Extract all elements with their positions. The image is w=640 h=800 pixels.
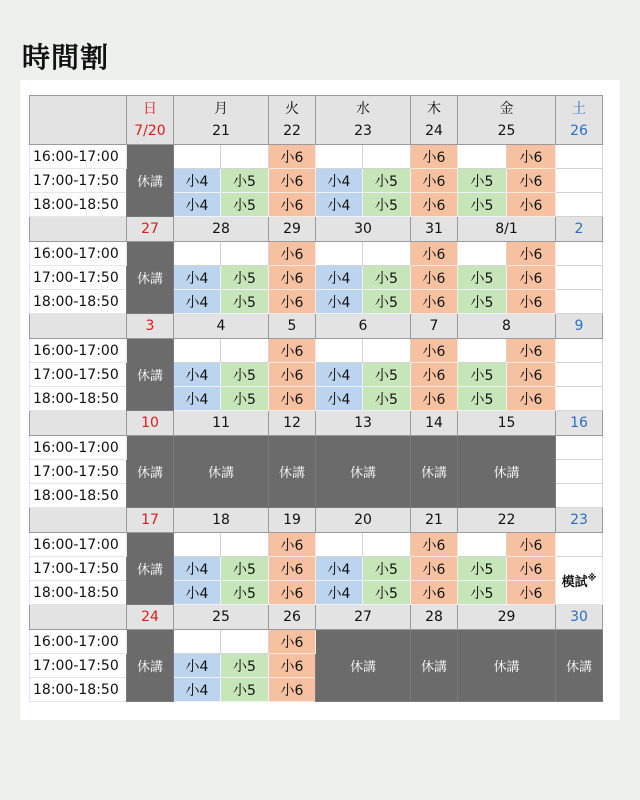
exam-note — [556, 557, 603, 605]
date-label: 5 — [287, 318, 297, 334]
class-grade4: 小4 — [174, 169, 221, 193]
class-grade6: 小6 — [507, 145, 556, 169]
class-grade5: 小5 — [363, 290, 411, 314]
class-grade4: 小4 — [174, 363, 221, 387]
page-title: 時間割 — [22, 41, 110, 74]
closed-cell: 休講 — [458, 436, 556, 508]
class-grade6: 小6 — [269, 266, 316, 290]
closed-cell: 休講 — [127, 533, 174, 605]
empty-cell — [458, 533, 507, 557]
class-grade5: 小5 — [363, 363, 411, 387]
date-label: 28 — [425, 609, 443, 625]
date-label: 7/20 — [134, 123, 166, 139]
time-label: 17:00-17:50 — [30, 557, 127, 581]
time-label: 17:00-17:50 — [30, 654, 127, 678]
date-header — [458, 508, 556, 533]
date-label: 13 — [354, 415, 372, 431]
class-grade5: 小5 — [221, 387, 269, 411]
date-label: 24 — [425, 123, 443, 139]
empty-cell — [174, 339, 221, 363]
empty-cell — [363, 145, 411, 169]
date-header — [411, 411, 458, 436]
time-label: 18:00-18:50 — [30, 484, 127, 508]
date-label: 18 — [212, 512, 230, 528]
date-header — [269, 96, 316, 145]
closed-cell: 休講 — [269, 436, 316, 508]
date-label: 29 — [283, 221, 301, 237]
time-label: 16:00-17:00 — [30, 533, 127, 557]
class-grade5: 小5 — [458, 387, 507, 411]
closed-cell: 休講 — [127, 242, 174, 314]
class-grade5: 小5 — [221, 363, 269, 387]
class-grade6: 小6 — [269, 145, 316, 169]
time-label: 18:00-18:50 — [30, 678, 127, 702]
empty-cell — [174, 242, 221, 266]
class-grade4: 小4 — [174, 387, 221, 411]
date-label: 24 — [141, 609, 159, 625]
class-grade5: 小5 — [363, 193, 411, 217]
date-label: 20 — [354, 512, 372, 528]
date-header — [556, 411, 603, 436]
closed-cell: 休講 — [127, 145, 174, 217]
date-header — [127, 411, 174, 436]
header-corner — [30, 508, 127, 533]
date-label: 9 — [574, 318, 584, 334]
date-header — [316, 314, 411, 339]
time-label: 18:00-18:50 — [30, 581, 127, 605]
header-corner — [30, 96, 127, 145]
date-label: 22 — [497, 512, 516, 528]
class-grade6: 小6 — [269, 193, 316, 217]
weekday-label: 土 — [572, 101, 586, 117]
date-header — [316, 605, 411, 630]
date-label: 22 — [283, 123, 301, 139]
empty-cell — [556, 169, 603, 193]
time-label: 17:00-17:50 — [30, 266, 127, 290]
date-header — [174, 508, 269, 533]
closed-cell: 休講 — [411, 630, 458, 702]
class-grade4: 小4 — [174, 678, 221, 702]
date-label: 16 — [570, 415, 588, 431]
class-grade5: 小5 — [458, 363, 507, 387]
date-label: 25 — [212, 609, 230, 625]
date-header — [127, 508, 174, 533]
closed-cell: 休講 — [127, 339, 174, 411]
class-grade5: 小5 — [363, 557, 411, 581]
date-label: 31 — [425, 221, 443, 237]
closed-cell: 休講 — [127, 630, 174, 702]
class-grade6: 小6 — [411, 145, 458, 169]
empty-cell — [363, 533, 411, 557]
class-grade6: 小6 — [507, 193, 556, 217]
class-grade6: 小6 — [269, 678, 316, 702]
class-grade6: 小6 — [269, 387, 316, 411]
date-label: 28 — [212, 221, 230, 237]
date-header — [316, 508, 411, 533]
empty-cell — [316, 533, 363, 557]
date-header — [316, 217, 411, 242]
date-header — [127, 217, 174, 242]
class-grade5: 小5 — [221, 678, 269, 702]
date-header — [556, 605, 603, 630]
header-corner — [30, 314, 127, 339]
date-label: 2 — [574, 221, 584, 237]
date-header — [556, 217, 603, 242]
date-label: 15 — [497, 415, 516, 431]
empty-cell — [363, 242, 411, 266]
date-label: 10 — [141, 415, 159, 431]
empty-cell — [316, 242, 363, 266]
class-grade6: 小6 — [507, 557, 556, 581]
class-grade4: 小4 — [174, 193, 221, 217]
empty-cell — [556, 145, 603, 169]
date-header — [127, 605, 174, 630]
class-grade6: 小6 — [411, 387, 458, 411]
date-header — [127, 96, 174, 145]
date-label: 30 — [570, 609, 588, 625]
class-grade6: 小6 — [411, 169, 458, 193]
header-corner — [30, 411, 127, 436]
date-label: 25 — [497, 123, 516, 139]
date-label: 21 — [212, 123, 230, 139]
date-header — [269, 217, 316, 242]
class-grade6: 小6 — [269, 242, 316, 266]
date-label: 4 — [216, 318, 226, 334]
exam-mark: ※ — [587, 573, 597, 584]
class-grade6: 小6 — [507, 266, 556, 290]
empty-cell — [556, 339, 603, 363]
class-grade6: 小6 — [269, 581, 316, 605]
empty-cell — [556, 193, 603, 217]
time-label: 18:00-18:50 — [30, 193, 127, 217]
time-label: 17:00-17:50 — [30, 460, 127, 484]
class-grade5: 小5 — [221, 581, 269, 605]
class-grade6: 小6 — [411, 363, 458, 387]
time-label: 16:00-17:00 — [30, 242, 127, 266]
closed-cell: 休講 — [127, 436, 174, 508]
exam-label: 模試 — [561, 575, 588, 590]
weekday-label: 水 — [356, 101, 370, 117]
date-header — [316, 411, 411, 436]
empty-cell — [556, 387, 603, 411]
class-grade6: 小6 — [507, 533, 556, 557]
empty-cell — [221, 145, 269, 169]
closed-cell: 休講 — [316, 436, 411, 508]
closed-cell: 休講 — [316, 630, 411, 702]
empty-cell — [458, 145, 507, 169]
time-label: 18:00-18:50 — [30, 290, 127, 314]
date-label: 19 — [283, 512, 301, 528]
class-grade4: 小4 — [174, 581, 221, 605]
date-header — [411, 314, 458, 339]
date-header — [174, 605, 269, 630]
date-header — [411, 96, 458, 145]
date-label: 3 — [145, 318, 155, 334]
closed-cell: 休講 — [556, 630, 603, 702]
class-grade6: 小6 — [411, 290, 458, 314]
class-grade4: 小4 — [174, 290, 221, 314]
class-grade5: 小5 — [221, 654, 269, 678]
timetable — [29, 95, 603, 702]
empty-cell — [221, 533, 269, 557]
class-grade5: 小5 — [363, 581, 411, 605]
date-header — [174, 411, 269, 436]
date-label: 17 — [141, 512, 159, 528]
date-label: 23 — [354, 123, 372, 139]
class-grade5: 小5 — [363, 387, 411, 411]
empty-cell — [556, 242, 603, 266]
empty-cell — [221, 630, 269, 654]
date-label: 11 — [212, 415, 230, 431]
class-grade6: 小6 — [411, 533, 458, 557]
class-grade5: 小5 — [221, 290, 269, 314]
empty-cell — [556, 533, 603, 557]
closed-cell: 休講 — [411, 436, 458, 508]
class-grade6: 小6 — [411, 581, 458, 605]
class-grade4: 小4 — [316, 363, 363, 387]
date-header — [458, 411, 556, 436]
time-label: 16:00-17:00 — [30, 145, 127, 169]
time-label: 16:00-17:00 — [30, 339, 127, 363]
time-label: 16:00-17:00 — [30, 436, 127, 460]
class-grade5: 小5 — [221, 169, 269, 193]
class-grade5: 小5 — [221, 193, 269, 217]
empty-cell — [556, 290, 603, 314]
class-grade6: 小6 — [507, 242, 556, 266]
date-header — [458, 217, 556, 242]
class-grade6: 小6 — [411, 339, 458, 363]
date-label: 30 — [354, 221, 372, 237]
class-grade6: 小6 — [411, 242, 458, 266]
class-grade6: 小6 — [269, 339, 316, 363]
empty-cell — [556, 363, 603, 387]
date-header — [269, 508, 316, 533]
date-header — [269, 314, 316, 339]
weekday-label: 金 — [499, 101, 514, 117]
class-grade5: 小5 — [458, 290, 507, 314]
date-label: 27 — [354, 609, 372, 625]
date-header — [556, 314, 603, 339]
class-grade5: 小5 — [458, 557, 507, 581]
weekday-label: 木 — [427, 101, 441, 117]
class-grade5: 小5 — [458, 193, 507, 217]
class-grade6: 小6 — [269, 654, 316, 678]
date-header — [458, 314, 556, 339]
class-grade4: 小4 — [316, 266, 363, 290]
empty-cell — [556, 484, 603, 508]
class-grade4: 小4 — [316, 290, 363, 314]
date-header — [174, 96, 269, 145]
date-label: 12 — [283, 415, 301, 431]
date-header — [458, 605, 556, 630]
date-header — [269, 605, 316, 630]
class-grade4: 小4 — [174, 557, 221, 581]
date-label: 29 — [497, 609, 516, 625]
class-grade5: 小5 — [221, 557, 269, 581]
header-corner — [30, 605, 127, 630]
date-label: 6 — [358, 318, 368, 334]
class-grade6: 小6 — [269, 557, 316, 581]
weekday-label: 日 — [143, 101, 157, 117]
class-grade6: 小6 — [507, 387, 556, 411]
class-grade4: 小4 — [316, 169, 363, 193]
date-header — [556, 96, 603, 145]
weekday-label: 火 — [285, 101, 299, 117]
class-grade6: 小6 — [411, 557, 458, 581]
class-grade6: 小6 — [411, 266, 458, 290]
date-label: 23 — [570, 512, 588, 528]
empty-cell — [174, 533, 221, 557]
date-label: 8 — [502, 318, 511, 334]
class-grade6: 小6 — [269, 533, 316, 557]
date-header — [174, 314, 269, 339]
header-corner — [30, 217, 127, 242]
empty-cell — [556, 436, 603, 460]
date-header — [556, 508, 603, 533]
class-grade5: 小5 — [363, 169, 411, 193]
class-grade6: 小6 — [507, 581, 556, 605]
empty-cell — [174, 630, 221, 654]
class-grade5: 小5 — [458, 581, 507, 605]
time-label: 17:00-17:50 — [30, 169, 127, 193]
closed-cell: 休講 — [458, 630, 556, 702]
date-label: 26 — [570, 123, 588, 139]
date-label: 27 — [141, 221, 159, 237]
class-grade4: 小4 — [316, 557, 363, 581]
class-grade5: 小5 — [458, 266, 507, 290]
class-grade5: 小5 — [458, 169, 507, 193]
class-grade6: 小6 — [507, 290, 556, 314]
class-grade6: 小6 — [507, 363, 556, 387]
date-header — [269, 411, 316, 436]
empty-cell — [316, 339, 363, 363]
date-label: 26 — [283, 609, 301, 625]
class-grade6: 小6 — [411, 193, 458, 217]
class-grade4: 小4 — [174, 266, 221, 290]
class-grade6: 小6 — [269, 169, 316, 193]
class-grade6: 小6 — [507, 339, 556, 363]
time-label: 18:00-18:50 — [30, 387, 127, 411]
date-header — [174, 217, 269, 242]
date-header — [316, 96, 411, 145]
empty-cell — [221, 242, 269, 266]
class-grade4: 小4 — [316, 581, 363, 605]
weekday-label: 月 — [214, 101, 228, 117]
time-label: 17:00-17:50 — [30, 363, 127, 387]
class-grade4: 小4 — [174, 654, 221, 678]
date-header — [127, 314, 174, 339]
date-header — [411, 605, 458, 630]
class-grade4: 小4 — [316, 193, 363, 217]
empty-cell — [458, 242, 507, 266]
class-grade5: 小5 — [363, 266, 411, 290]
date-label: 7 — [429, 318, 439, 334]
class-grade4: 小4 — [316, 387, 363, 411]
date-label: 14 — [425, 415, 443, 431]
date-header — [411, 217, 458, 242]
empty-cell — [458, 339, 507, 363]
class-grade6: 小6 — [269, 363, 316, 387]
empty-cell — [556, 266, 603, 290]
class-grade6: 小6 — [269, 290, 316, 314]
date-header — [458, 96, 556, 145]
empty-cell — [556, 460, 603, 484]
date-label: 21 — [425, 512, 443, 528]
empty-cell — [316, 145, 363, 169]
empty-cell — [221, 339, 269, 363]
time-label: 16:00-17:00 — [30, 630, 127, 654]
class-grade5: 小5 — [221, 266, 269, 290]
date-header — [411, 508, 458, 533]
date-label: 8/1 — [495, 221, 518, 237]
class-grade6: 小6 — [269, 630, 316, 654]
class-grade6: 小6 — [507, 169, 556, 193]
empty-cell — [363, 339, 411, 363]
empty-cell — [174, 145, 221, 169]
closed-cell: 休講 — [174, 436, 269, 508]
